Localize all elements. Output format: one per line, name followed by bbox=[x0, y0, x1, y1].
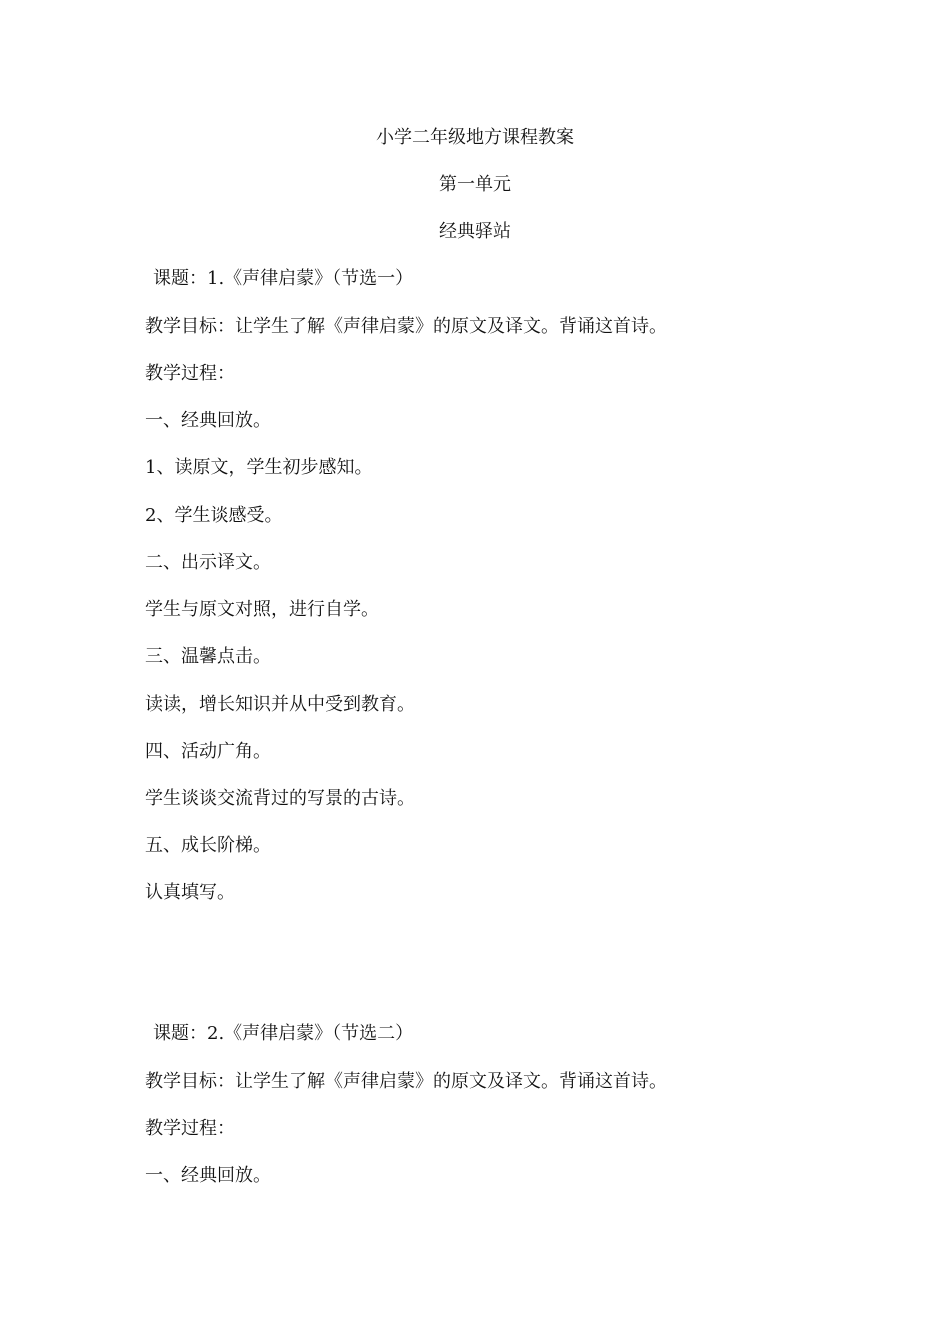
lesson-1-step: 读读，增长知识并从中受到教育。 bbox=[145, 694, 415, 715]
lesson-1-step: 1、读原文，学生初步感知。 bbox=[145, 457, 373, 478]
lesson-1-step: 二、出示译文。 bbox=[145, 552, 271, 573]
lesson-2-process-label: 教学过程： bbox=[145, 1118, 235, 1139]
lesson-1-topic: 课题：1.《声律启蒙》（节选一） bbox=[153, 268, 414, 289]
lesson-1-process-label: 教学过程： bbox=[145, 363, 235, 384]
lesson-1-step: 四、活动广角。 bbox=[145, 741, 271, 762]
document-title: 小学二年级地方课程教案 bbox=[376, 127, 574, 148]
section-heading: 经典驿站 bbox=[439, 221, 511, 242]
lesson-2-step: 一、经典回放。 bbox=[145, 1165, 271, 1186]
lesson-1-step: 五、成长阶梯。 bbox=[145, 835, 271, 856]
unit-heading: 第一单元 bbox=[439, 174, 511, 195]
lesson-2-goal: 教学目标：让学生了解《声律启蒙》的原文及译文。背诵这首诗。 bbox=[145, 1071, 667, 1092]
lesson-1-step: 三、温馨点击。 bbox=[145, 646, 271, 667]
lesson-1-step: 学生与原文对照，进行自学。 bbox=[145, 599, 379, 620]
lesson-2-topic: 课题：2.《声律启蒙》（节选二） bbox=[153, 1023, 414, 1044]
lesson-1-step: 学生谈谈交流背过的写景的古诗。 bbox=[145, 788, 415, 809]
lesson-1-goal: 教学目标：让学生了解《声律启蒙》的原文及译文。背诵这首诗。 bbox=[145, 316, 667, 337]
lesson-1-step: 一、经典回放。 bbox=[145, 410, 271, 431]
lesson-1-step: 2、学生谈感受。 bbox=[145, 505, 283, 526]
lesson-1-step: 认真填写。 bbox=[145, 882, 235, 903]
